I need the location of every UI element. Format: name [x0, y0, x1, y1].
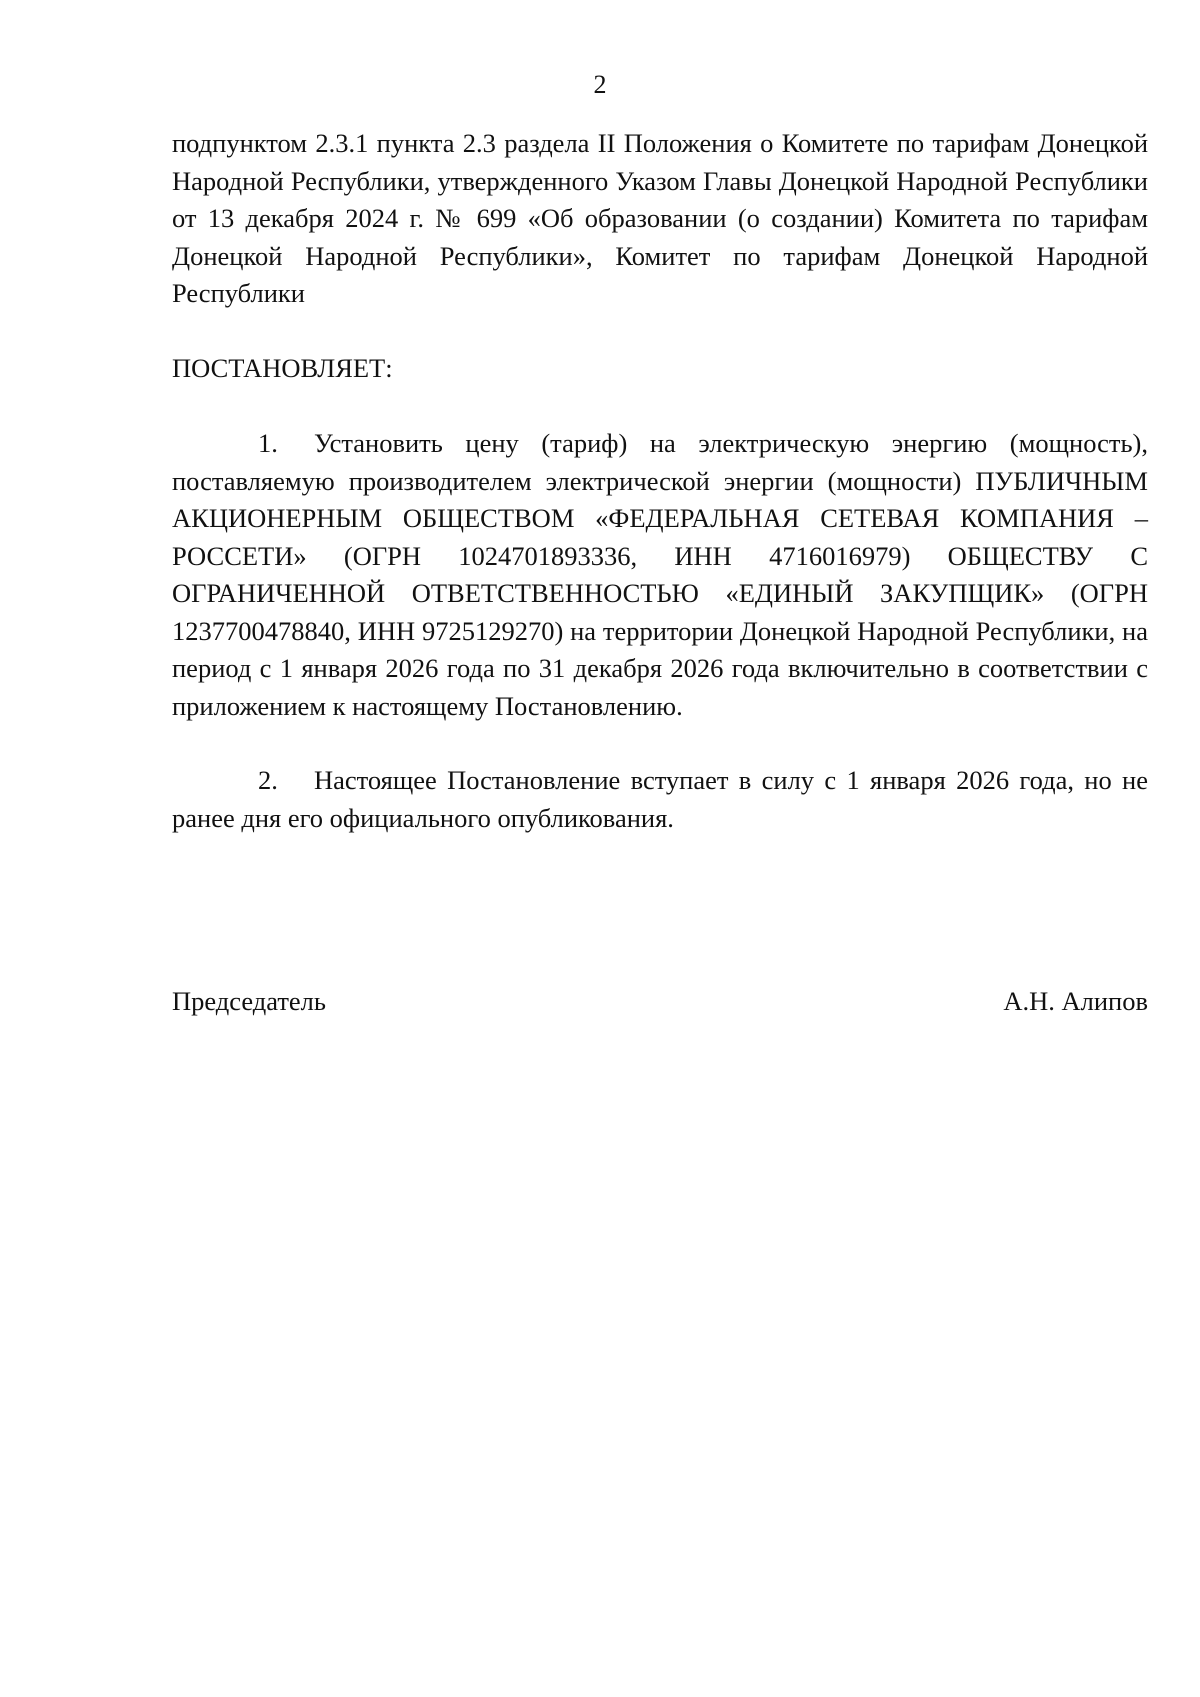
item-number: 2. [258, 765, 278, 795]
intro-paragraph: подпунктом 2.3.1 пункта 2.3 раздела II Положения о Комитете по тарифам Донецкой Народной Республики, утвержденного Указом Главы Донецкой Народной Республики от 13 декабря 2024 г. № 699 «Об образовании (о создании) Комитета по тарифам Донецкой Народной Республики», Комитет по тарифам Донецкой Народной Республики [172, 128, 1148, 308]
resolves-heading: ПОСТАНОВЛЯЕТ: [172, 352, 393, 383]
item-text: Установить цену (тариф) на электрическую энергию (мощность), поставляемую производителем электрической энергии (мощности) ПУБЛИЧНЫМ АКЦИОНЕРНЫМ ОБЩЕСТВОМ «ФЕДЕРАЛЬНАЯ СЕТЕВАЯ КОМПАНИЯ – РОССЕТИ» (ОГРН 1024701893336, ИНН 4716016979) ОБЩЕСТВУ С ОГРАНИЧЕННОЙ ОТВЕТСТВЕННОСТЬЮ «ЕДИНЫЙ ЗАКУПЩИК» (ОГРН 1237700478840, ИНН 9725129270) на территории Донецкой Народной Республики, на период с 1 января 2026 года по 31 декабря 2026 года включительно в соответствии с приложением к настоящему Постановлению. [172, 428, 1148, 721]
resolution-item-2 [172, 762, 1148, 837]
signatory-position: Председатель [172, 986, 326, 1016]
page-number: 2 [593, 70, 607, 99]
item-text: Настоящее Постановление вступает в силу с 1 января 2026 года, но не ранее дня его официального опубликования. [172, 765, 1148, 833]
document-body [172, 125, 1148, 837]
resolution-item-1 [172, 425, 1148, 725]
signatory-name: А.Н. Алипов [1003, 986, 1148, 1016]
signature-block [172, 983, 1148, 1021]
item-number: 1. [258, 428, 278, 458]
